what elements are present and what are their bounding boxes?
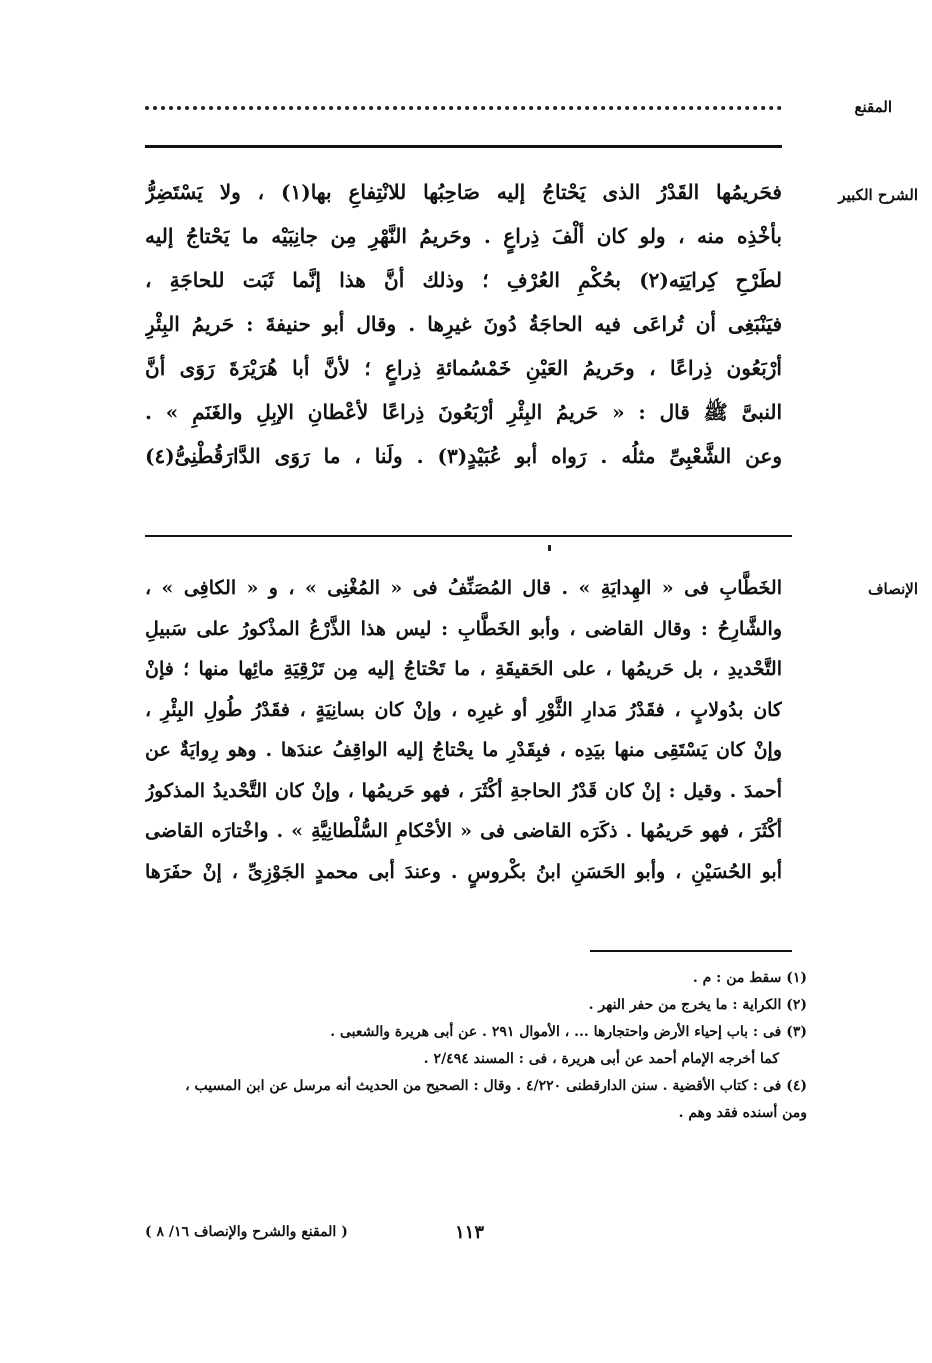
sharh-line: فحَريمُها القَدْرُ الذى يَحْتاجُ إليه صَاحِبُها للانْتِفاعِ بها(١) ، ولا يَسْتَضِرُّ [145, 180, 782, 204]
footnote-item: (٤) فى : كتاب الأقضية . سنن الدارقطنى ٤/٢٢٠ . وقال : الصحيح من الحديث أنه مرسل عن ابن المسيب ، [185, 1078, 807, 1094]
footnote-item: (١) سقط من : م . [692, 970, 807, 986]
footnote-continuation: كما أخرجه الإمام أحمد عن أبى هريرة ، فى : المسند ٢/٤٩٤ . [423, 1051, 779, 1067]
insaf-text-block [145, 568, 782, 892]
insaf-line: وإنْ كان يَسْتَقِى منها بيَدِه ، فبِقَدْرِ ما يحْتاجُ إليه الواقِفُ عندَها . وهو رِوايَةٌ عن [145, 739, 782, 761]
sharh-line: وعن الشَّعْبِىِّ مثلُه . رَواه أبو عُبَيْدٍ(٣) . ولَنا ، ما رَوَى الدَّارَقُطْنِىُّ(٤) [145, 444, 782, 468]
footnote-continuation: ومن أسنده فقد وهم . [678, 1105, 807, 1121]
footnote-item: (٣) فى : باب إحياء الأرض واحتجارها ... ، الأموال ٢٩١ . عن أبى هريرة والشعبى . [330, 1024, 807, 1040]
header-dotted-rule [145, 106, 782, 110]
section-divider [145, 535, 792, 537]
sharh-line: النبىَّ ﷺ قال : « حَريمُ البِئْرِ أرْبَعُونَ ذِراعًا لأعْطانِ الإبِلِ والغَنَمِ » . [145, 400, 782, 424]
insaf-line: الخَطَّابِ فى « الهِدايَةِ » . قال المُصَنِّفُ فى « المُغْنِى » ، و « الكافِى » ، [145, 577, 782, 599]
insaf-side-label: الإنصاف [867, 580, 918, 598]
sharh-line: بأخْذِه منه ، ولو كان ألْفَ ذِراعٍ . وحَريمُ النَّهْرِ مِن جانِبَيْه ما يَحْتاجُ إليه [145, 224, 782, 248]
page-footer [145, 1222, 745, 1250]
insaf-line: التَّحْديدِ ، بل حَريمُها ، على الحَقيقَةِ ، ما تَحْتاجُ إليه مِن تَرْقِيَةِ مائِها منها ؛ فإنْ [145, 658, 782, 680]
divider-tick [548, 545, 551, 551]
running-header [145, 98, 892, 148]
insaf-line: أحمدَ . وقيل : إنْ كان قَدْرُ الحاجةِ أكْثَرَ ، فهو حَريمُها ، وإنْ كان التَّحْديدُ المذكورُ [145, 779, 782, 802]
header-title: المقنع [854, 98, 892, 116]
insaf-line: والشَّارِحُ : وقال القاضى ، وأبو الخَطَّابِ : ليس هذا الذَّرْعُ المذْكورُ على سَبيلِ [145, 617, 782, 640]
sharh-text-block [145, 170, 782, 478]
header-solid-rule [145, 145, 782, 148]
footnote-rule [590, 950, 792, 952]
footnote-item: (٢) الكراية : ما يخرج من حفر النهر . [588, 997, 807, 1013]
sharh-line: فيَنْبَغِى أن تُراعَى فيه الحاجَةُ دُونَ غيرِها . وقال أبو حنيفةَ : حَريمُ البِئْرِ [145, 312, 782, 336]
footnotes [117, 965, 807, 1127]
insaf-line: أبو الحُسَيْنِ ، وأبو الحَسَنِ ابنُ بكْروسٍ . وعندَ أبى محمدٍ الجَوْزِىِّ ، إنْ حفَرَها [145, 860, 782, 883]
sharh-line: أرْبَعُون ذِراعًا ، وحَريمُ العَيْنِ خَمْسُمائةِ ذِراعٍ ؛ لأنَّ أبا هُرَيْرَةَ رَوَى أنَّ [145, 356, 782, 380]
page-number: ١١٣ [455, 1222, 485, 1243]
insaf-line: كان بدُولابٍ ، فقَدْرُ مَدارِ الثَّوْرِ أو غيرِه ، وإنْ كان بسانِيَةٍ ، فقَدْرُ طُولِ البِئْرِ ، [145, 698, 782, 721]
insaf-line: أكْثَرَ ، فهو حَريمُها . ذكَرَه القاضى فى « الأحْكامِ السُّلْطانِيَّةِ » . واخْتارَه القاضى [145, 820, 782, 842]
sharh-side-label: الشرح الكبير [838, 186, 918, 204]
volume-reference: ( المقنع والشرح والإنصاف ١٦/ ٨ ) [145, 1224, 348, 1240]
sharh-line: لطَرْحِ كِرايَتِه(٢) بحُكْمِ العُرْفِ ؛ وذلك أنَّ هذا إنَّما ثَبَت للحاجَةِ ، [145, 268, 782, 292]
